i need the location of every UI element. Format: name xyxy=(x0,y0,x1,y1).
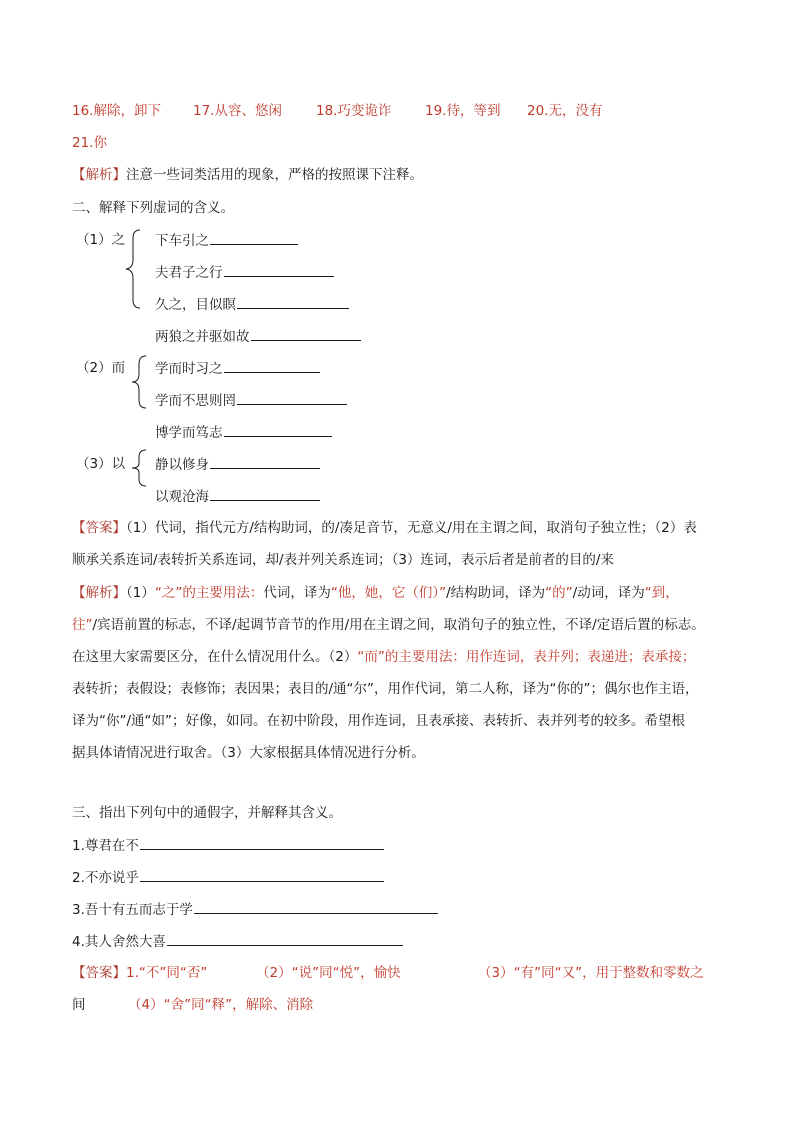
analysis-tag: 【解析】 xyxy=(72,167,126,183)
section-2-title: 二、解释下列虚词的含义。 xyxy=(72,200,234,216)
answer-3-part-5: （4）“舍”同“释”，解除、消除 xyxy=(128,997,314,1013)
g2-line-1: 学而时习之 xyxy=(155,358,320,379)
analysis-2-line-2: 往”/宾语前置的标志，不译/起调节音节的作用/用在主谓之间，取消句子的独立性，不译/定语后置的标志。 xyxy=(72,617,705,633)
s3-item-1: 1.尊君在不 xyxy=(72,835,384,856)
analysis-text: 注意一些词类活用的现象，严格的按照课下注释。 xyxy=(126,167,423,183)
analysis-2-line-6: 据具体请情况进行取舍。（3）大家根据具体情况进行分析。 xyxy=(72,745,425,761)
s3-item-2: 2.不亦说乎 xyxy=(72,867,384,888)
analysis-2-line-4: 表转折；表假设；表修饰；表因果；表目的/通“尔”，用作代词，第二人称，译为“你的”；偶尔也作主语， xyxy=(72,681,699,697)
brace-1 xyxy=(124,228,144,310)
analysis-2-line-5: 译为“你”/通“如”；好像，如同。在初中阶段，用作连词，且表承接、表转折、表并列考的较多。希望根 xyxy=(72,713,686,729)
vocab-item-18: 18.巧变诡诈 xyxy=(316,103,392,119)
g3-line-1: 静以修身 xyxy=(155,454,320,475)
group-3-label: （3）以 xyxy=(76,456,126,472)
vocab-item-17: 17.从容、悠闲 xyxy=(193,103,282,119)
g1-line-2: 夫君子之行 xyxy=(155,262,334,283)
s3-item-3: 3.吾十有五而志于学 xyxy=(72,899,438,920)
section-3-title: 三、指出下列句中的通假字，并解释其含义。 xyxy=(72,805,342,821)
answer-3-part-2: （2）“说”同“悦”，愉快 xyxy=(256,965,401,981)
answer-tag: 【答案】 xyxy=(72,520,126,536)
vocab-item-21: 21.你 xyxy=(72,135,107,151)
g1-line-3: 久之，目似瞑 xyxy=(155,294,349,315)
answer-3-part-3: （3）“有”同“又”，用于整数和零数之 xyxy=(478,965,704,981)
answer-3-line-1: 【答案】1.“不”同“否” xyxy=(72,965,208,981)
g1-line-4: 两狼之并驱如故 xyxy=(155,326,361,347)
analysis-1 xyxy=(72,165,423,185)
analysis-2-line-3: 在这里大家需要区分，在什么情况用什么。（2）“而”的主要用法：用作连词，表并列；表递进；表承接； xyxy=(72,649,696,665)
vocab-item-19: 19.待，等到 xyxy=(425,103,501,119)
group-1-label: （1）之 xyxy=(76,232,126,248)
brace-3 xyxy=(130,448,150,488)
brace-2 xyxy=(130,354,150,410)
vocab-item-20: 20.无，没有 xyxy=(527,103,603,119)
g3-line-2: 以观沧海 xyxy=(155,486,320,507)
group-2-label: （2）而 xyxy=(76,360,126,376)
g1-line-1: 下车引之 xyxy=(155,230,298,251)
s3-item-4: 4.其人舍然大喜 xyxy=(72,931,403,952)
answer-2-line-2: 顺承关系连词/表转折关系连词，却/表并列关系连词；（3）连词，表示后者是前者的目的/来 xyxy=(72,552,614,568)
analysis-2-line-1: 【解析】（1）“之”的主要用法：代词，译为“他，她，它（们）”/结构助词，译为“的”/动词，译为“到， xyxy=(72,585,679,601)
g2-line-3: 博学而笃志 xyxy=(155,422,332,443)
answer-3-line-2: 间 xyxy=(72,997,86,1013)
answer-2-line-1: 【答案】（1）代词，指代元方/结构助词，的/凑足音节，无意义/用在主谓之间，取消句子独立性；（2）表 xyxy=(72,520,697,536)
vocab-item-16: 16.解除，卸下 xyxy=(72,103,161,119)
g2-line-2: 学而不思则罔 xyxy=(155,390,347,411)
